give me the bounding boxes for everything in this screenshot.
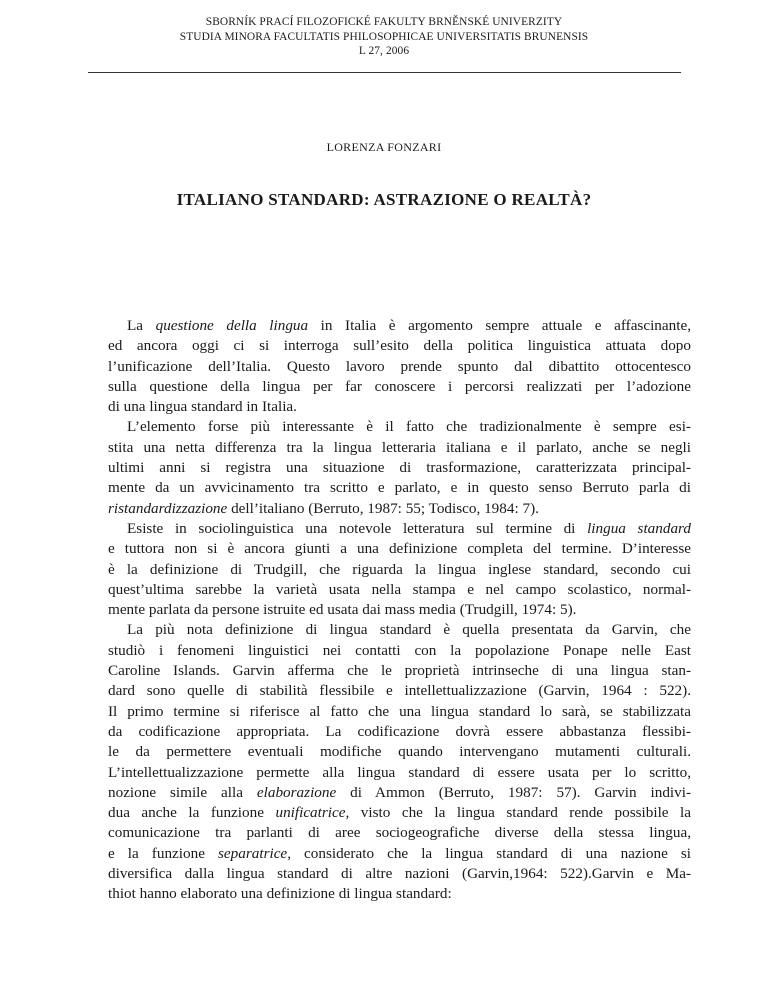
body-line: ristandardizzazione dell’italiano (Berruto, 1987: 55; Todisco, 1984: 7).	[108, 499, 539, 517]
journal-header-line-1: SBORNÍK PRACÍ FILOZOFICKÉ FAKULTY BRNĚNSKÉ UNIVERZITY	[205, 16, 563, 28]
body-line: e tuttora non si è ancora giunti a una definizione completa del termine. D’interesse	[108, 540, 691, 558]
body-line: ultimi anni si registra una situazione di trasformazione, caratterizzata principal-	[108, 459, 691, 477]
journal-header-line-2: STUDIA MINORA FACULTATIS PHILOSOPHICAE UNIVERSITATIS BRUNENSIS	[179, 30, 589, 43]
body-line: sulla questione della lingua per far conoscere i percorsi realizzati per l’adozione	[108, 377, 691, 395]
body-line: La questione della lingua in Italia è argomento sempre attuale e affascinante,	[127, 317, 691, 334]
italic-term: elaborazione	[256, 783, 337, 801]
body-line: è la definizione di Trudgill, che riguarda la lingua inglese standard, secondo cui	[108, 560, 691, 578]
header-divider	[88, 72, 681, 73]
italic-term: unificatrice	[275, 804, 346, 822]
body-line: mente da un avvicinamento tra scritto e parlato, e in questo senso Berruto parla di	[108, 479, 691, 497]
italic-term: ristandardizzazione	[108, 499, 228, 517]
body-line: Esiste in sociolinguistica una notevole letteratura sul termine di lingua standard	[127, 519, 691, 537]
journal-header-line-3: L 27, 2006	[358, 45, 410, 57]
body-line: comunicazione tra parlanti di aree sociogeografiche diverse della stessa lingua,	[108, 824, 691, 842]
body-line: La più nota definizione di lingua standard è quella presentata da Garvin, che	[127, 621, 691, 639]
body-line: da codificazione appropriata. La codificazione dovrà essere abbastanza flessibi-	[108, 722, 691, 740]
article-title: ITALIANO STANDARD: ASTRAZIONE O REALTÀ?	[176, 190, 592, 209]
body-line: L’intellettualizzazione permette alla lingua standard di essere usata per lo scritto,	[108, 763, 691, 781]
body-line: L’elemento forse più interessante è il fatto che tradizionalmente è sempre esi-	[127, 418, 691, 436]
body-line: stita una netta differenza tra la lingua letteraria italiana e il parlato, anche se negli	[108, 438, 691, 456]
body-line: nozione simile alla elaborazione di Ammon (Berruto, 1987: 57). Garvin indivi-	[108, 783, 692, 801]
body-line: quest’ultima sarebbe la varietà usata nella stampa e nel campo scolastico, normal-	[108, 580, 691, 598]
body-line: l’unificazione dell’Italia. Questo lavoro prende spunto dal dibattito ottocentesco	[108, 357, 691, 375]
article-body	[108, 316, 691, 905]
body-line: di una lingua standard in Italia.	[108, 398, 297, 416]
italic-term: questione della lingua	[155, 317, 309, 334]
body-line: diversifica dalla lingua standard di altre nazioni (Garvin,1964: 522).Garvin e Ma-	[108, 865, 691, 883]
body-line: Caroline Islands. Garvin afferma che le proprietà intrinseche di una lingua stan-	[108, 662, 691, 680]
body-line: mente parlata da persone istruite ed usata dai mass media (Trudgill, 1974: 5).	[108, 601, 577, 619]
italic-term: lingua standard	[587, 519, 691, 537]
body-line: le da permettere eventuali modifiche quando intervengano mutamenti culturali.	[108, 743, 691, 761]
body-line: Il primo termine si riferisce al fatto che una lingua standard lo sarà, se stabilizzata	[108, 702, 691, 720]
body-line: dua anche la funzione unificatrice, visto che la lingua standard rende possibile la	[108, 804, 691, 822]
author-name: LORENZA FONZARI	[326, 140, 442, 154]
body-line: ed ancora oggi ci si interroga sull’esito della politica linguistica attuata dopo	[108, 337, 691, 355]
body-line: thiot hanno elaborato una definizione di lingua standard:	[108, 885, 452, 903]
journal-header	[0, 15, 768, 59]
italic-term: separatrice	[218, 844, 288, 862]
body-line: dard sono quelle di stabilità flessibile e intellettualizzazione (Garvin, 1964 : 522).	[108, 682, 691, 700]
body-line: e la funzione separatrice, considerato che la lingua standard di una nazione si	[108, 844, 691, 862]
body-line: studiò i fenomeni linguistici nei contatti con la popolazione Ponape nelle East	[108, 641, 691, 659]
